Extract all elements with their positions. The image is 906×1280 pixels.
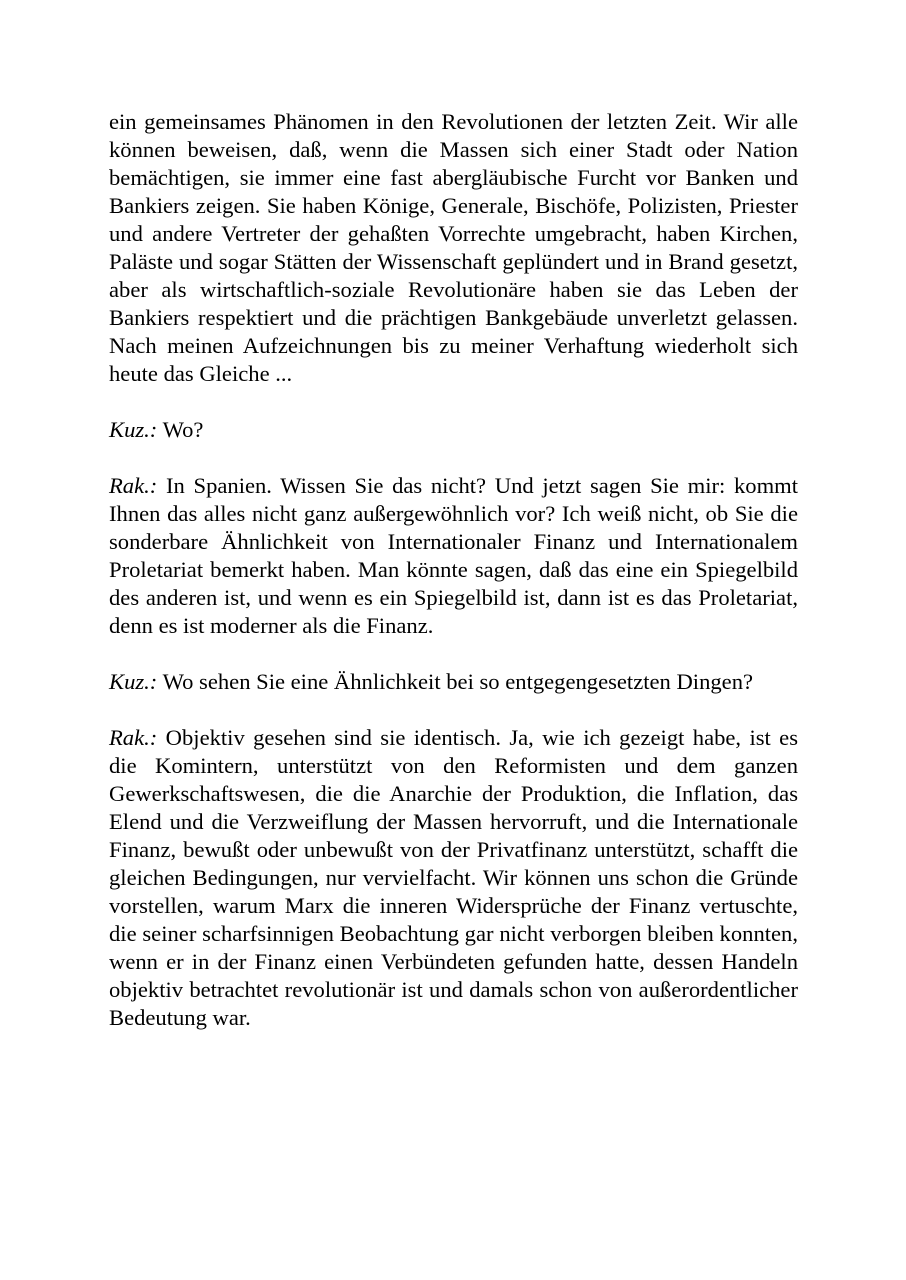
paragraph-text: In Spanien. Wissen Sie das nicht? Und jetzt sagen Sie mir: kommt Ihnen das alles nicht ganz außergewöhnlich vor? Ich weiß nicht, ob Sie die sonderbare Ähnlichkeit von Internationaler Finanz und Internationalem Proletariat bemerkt haben. Man könnte sagen, daß das eine ein Spiegelbild des anderen ist, und wenn es ein Spiegelbild ist, dann ist es das Proletariat, denn es ist moderner als die Finanz. [109, 473, 798, 638]
paragraph-text: Wo sehen Sie eine Ähnlichkeit bei so entgegengesetzten Dingen? [157, 669, 754, 694]
speaker-label: Rak.: [109, 473, 158, 498]
paragraph-narration [109, 108, 798, 388]
paragraph-text: ein gemeinsames Phänomen in den Revolutionen der letzten Zeit. Wir alle können beweisen, daß, wenn die Massen sich einer Stadt oder Nation bemächtigen, sie immer eine fast abergläubische Furcht vor Banken und Bankiers zeigen. Sie haben Könige, Generale, Bischöfe, Polizisten, Priester und andere Vertreter der gehaßten Vorrechte umgebracht, haben Kirchen, Paläste und sogar Stätten der Wissenschaft geplündert und in Brand gesetzt, aber als wirtschaftlich-soziale Revolutionäre haben sie das Leben der Bankiers respektiert und die prächtigen Bankgebäude unverletzt gelassen. Nach meinen Aufzeichnungen bis zu meiner Verhaftung wiederholt sich heute das Gleiche ... [109, 109, 798, 386]
speaker-label: Kuz.: [109, 669, 158, 694]
paragraph-text: Objektiv gesehen sind sie identisch. Ja, wie ich gezeigt habe, ist es die Komintern, unterstützt von den Reformisten und dem ganzen Gewerkschaftswesen, die die Anarchie der Produktion, die Inflation, das Elend und die Verzweiflung der Massen hervorruft, und die Internationale Finanz, bewußt oder unbewußt von der Privatfinanz unterstützt, schafft die gleichen Bedingungen, nur vervielfacht. Wir können uns schon die Gründe vorstellen, warum Marx die inneren Widersprüche der Finanz vertuschte, die seiner scharfsinnigen Beobachtung gar nicht verborgen bleiben konnten, wenn er in der Finanz einen Verbündeten gefunden hatte, dessen Handeln objektiv betrachtet revolutionär ist und damals schon von außerordentlicher Bedeutung war. [109, 725, 798, 1030]
document-page [109, 108, 798, 1060]
paragraph-dialogue-rak [109, 724, 798, 1032]
speaker-label: Rak.: [109, 725, 158, 750]
paragraph-dialogue-kuz [109, 668, 798, 696]
paragraph-dialogue-rak [109, 472, 798, 640]
paragraph-dialogue-kuz [109, 416, 798, 444]
speaker-label: Kuz.: [109, 417, 158, 442]
paragraph-text: Wo? [157, 417, 204, 442]
